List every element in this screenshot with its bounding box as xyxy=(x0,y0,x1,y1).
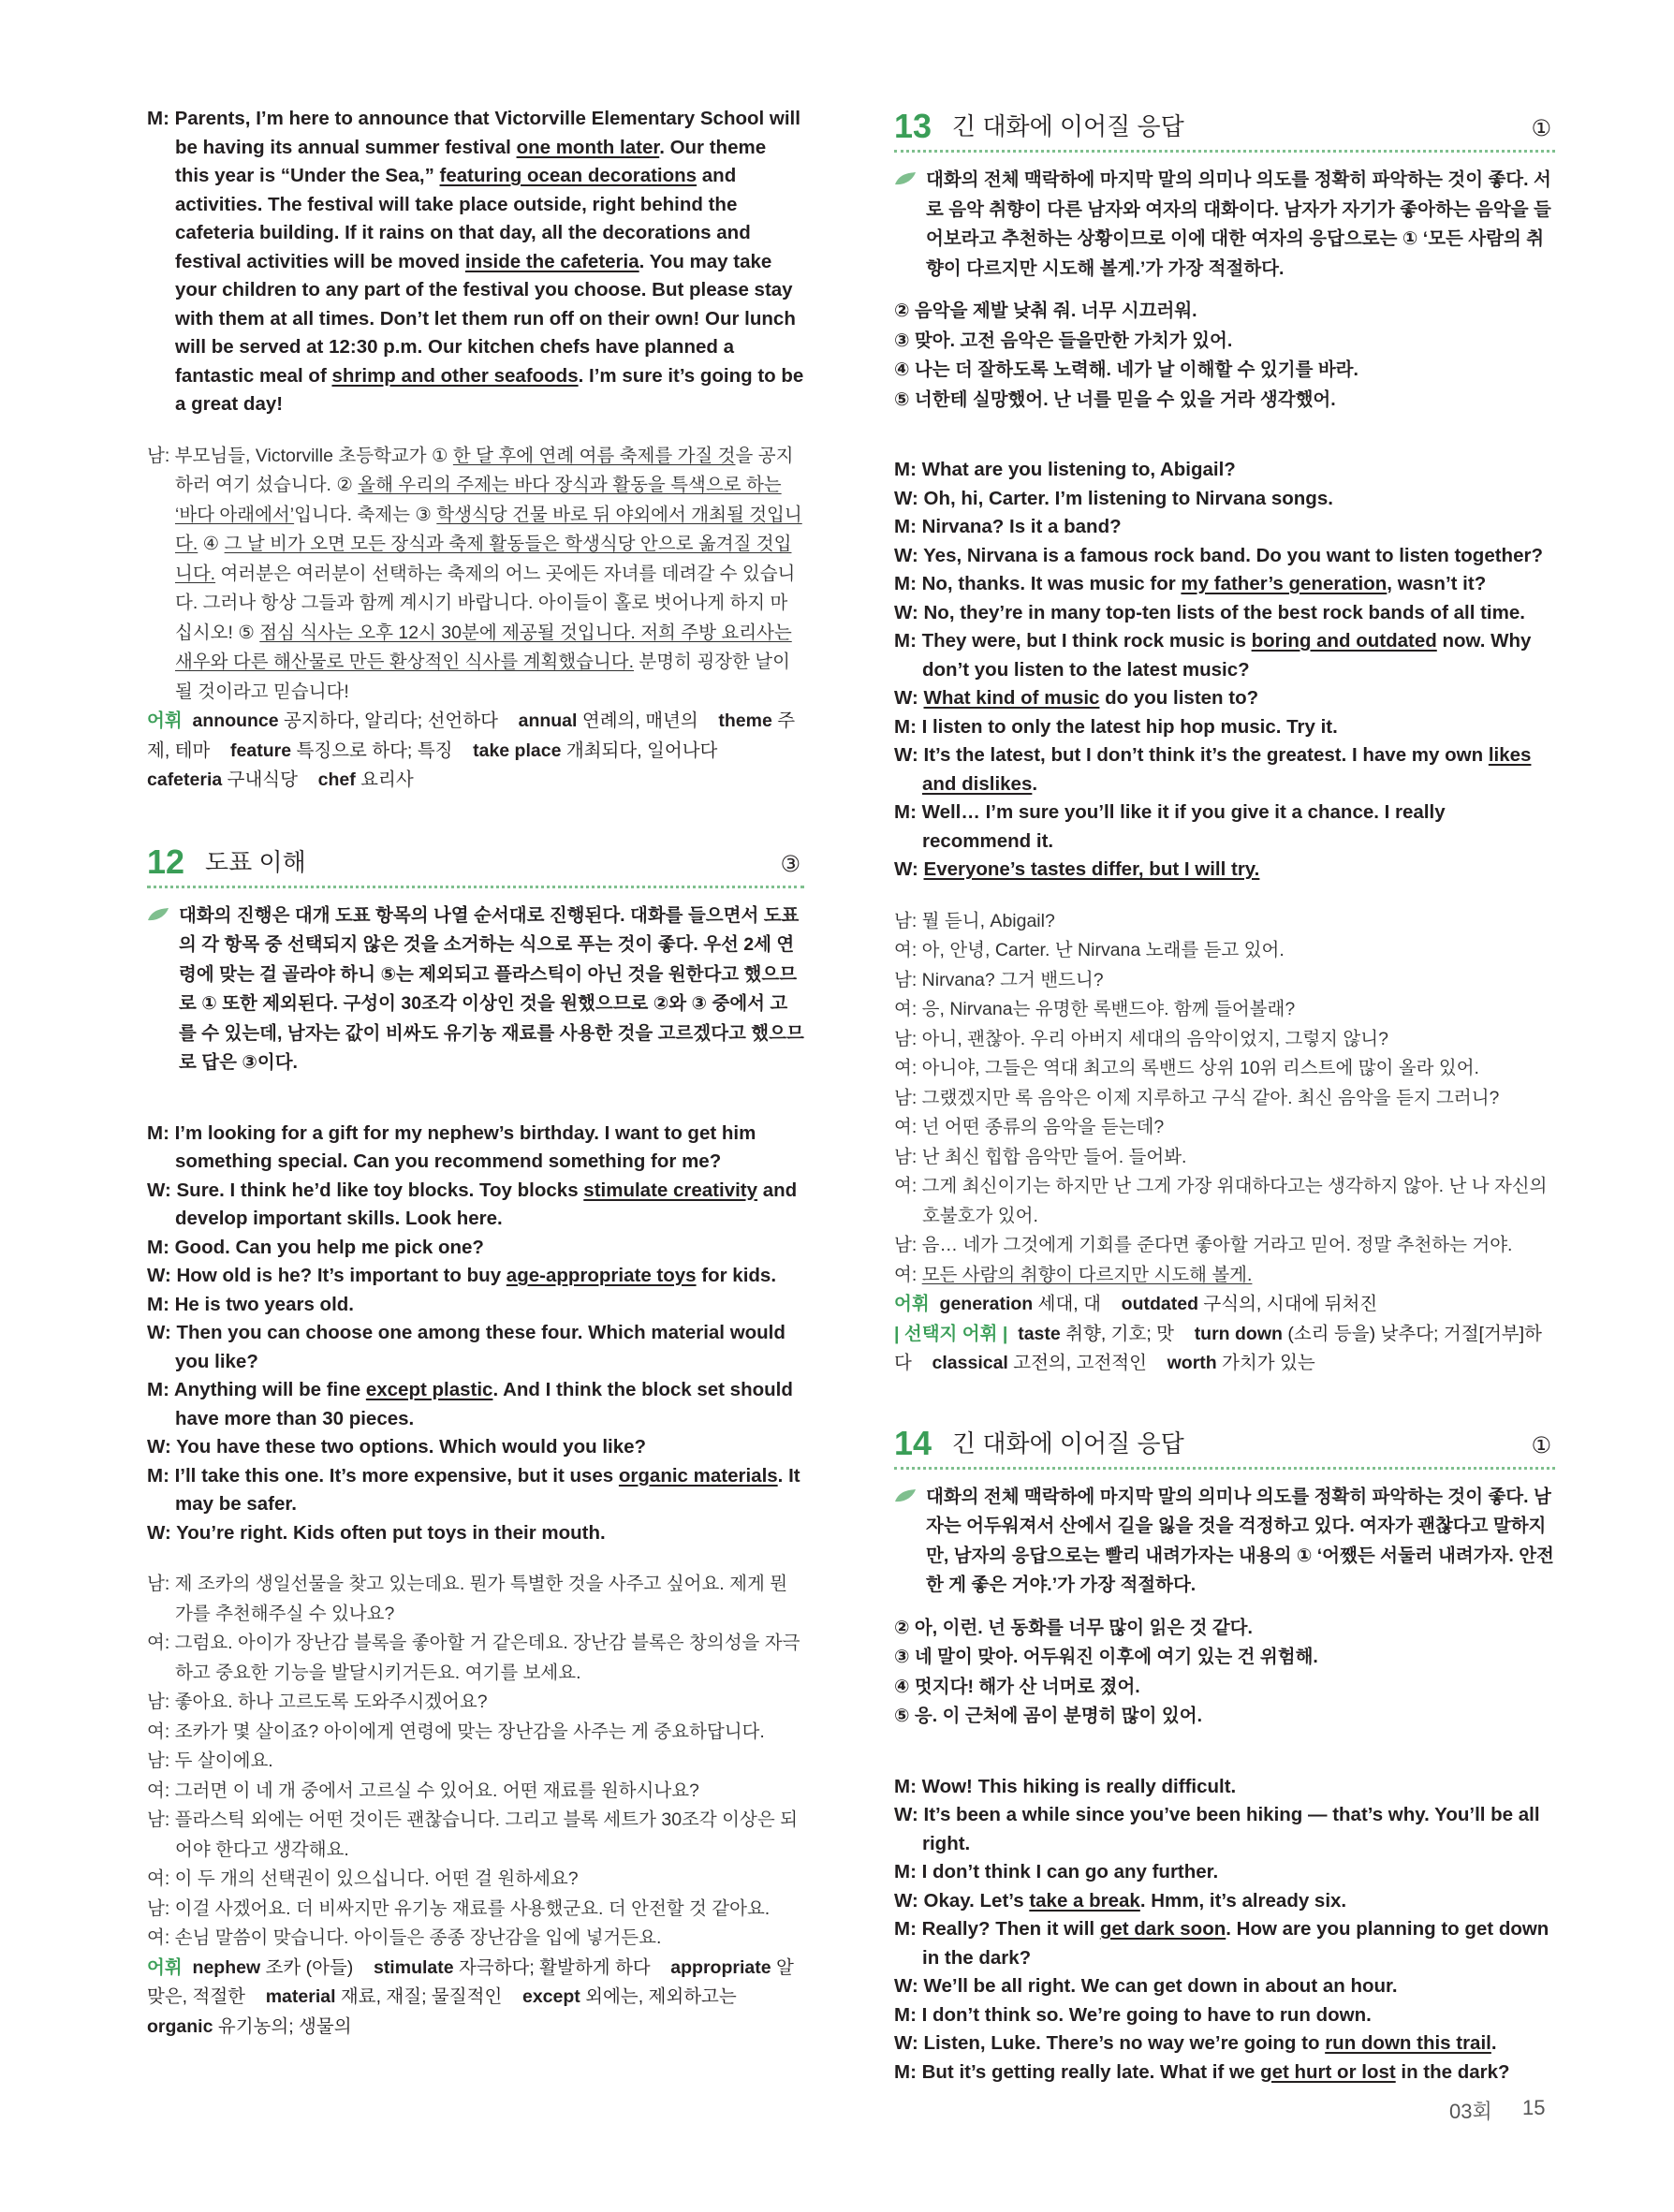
text-line: M: They were, but I think rock music is boring and outdated now. Why don’t you listen to the latest music? xyxy=(894,630,1532,681)
dialog-14 xyxy=(894,1773,1555,2087)
text-line: 남: 음… 네가 그것에게 기회를 준다면 좋아할 거라고 믿어. 정말 추천하는 거야. xyxy=(894,1235,1513,1255)
text-line: 남: 플라스틱 외에는 어떤 것이든 괜찮습니다. 그리고 블록 세트가 30조각 이상은 되어야 한다고 생각해요. xyxy=(147,1809,798,1860)
choices-14 xyxy=(894,1614,1555,1732)
text-line: W: Oh, hi, Carter. I’m listening to Nirvana songs. xyxy=(894,487,1333,509)
text-line: ② 아, 이런. 넌 동화를 너무 많이 읽은 것 같다. xyxy=(894,1617,1253,1638)
text-line: M: Really? Then it will get dark soon. How are you planning to get down in the dark? xyxy=(894,1918,1549,1969)
text-line: W: Then you can choose one among these four. Which material would you like? xyxy=(147,1322,786,1372)
issue-label: 03회 xyxy=(1449,2100,1492,2123)
translation-13 xyxy=(894,907,1555,1291)
answer-mark: ① xyxy=(1531,116,1551,141)
text-line: 여: 그럼요. 아이가 장난감 블록을 좋아할 거 같은데요. 장난감 블록은 창의성을 자극하고 중요한 기능을 발달시키거든요. 여기를 보세요. xyxy=(147,1633,800,1683)
text-line: 여: 모든 사람의 취향이 다르지만 시도해 볼게. xyxy=(894,1264,1253,1285)
text-line: 남: 두 살이에요. xyxy=(147,1751,273,1771)
text-line: M: What are you listening to, Abigail? xyxy=(894,459,1236,480)
text-line: M: I don’t think I can go any further. xyxy=(894,1861,1219,1882)
text-line: W: It’s the latest, but I don’t think it’s the greatest. I have my own likes and dislikes. xyxy=(894,744,1532,795)
answer-mark: ③ xyxy=(780,851,800,877)
text-line: ③ 맞아. 고전 음악은 들을만한 가치가 있어. xyxy=(894,330,1233,351)
text-line: M: Well… I’m sure you’ll like it if you give it a chance. I really recommend it. xyxy=(894,801,1446,852)
section-title: 긴 대화에 이어질 응답 xyxy=(952,1428,1184,1458)
leaf-icon xyxy=(894,171,917,186)
explanation-text: 대화의 전체 맥락하에 마지막 말의 의미나 의도를 정확히 파악하는 것이 좋다. 남자는 어두워져서 산에서 길을 잃을 것을 걱정하고 있다. 여자가 괜찮다고 말하지만, 남자의 응답으로는 빨리 내려가자는 내용의 ① ‘어쨌든 서둘러 내려가자. 안전한 게 좋은 거야.’가 가장 적절하다. xyxy=(926,1486,1554,1595)
text-line: W: You have these two options. Which would you like? xyxy=(147,1436,647,1458)
text-line: 남: 이걸 사겠어요. 더 비싸지만 유기농 재료를 사용했군요. 더 안전할 것 같아요. xyxy=(147,1897,771,1919)
text-line: W: Sure. I think he’d like toy blocks. Toy blocks stimulate creativity and develop important skills. Look here. xyxy=(147,1179,798,1229)
text-line: M: No, thanks. It was music for my father’s generation, wasn’t it? xyxy=(894,573,1487,594)
announcement-dialog xyxy=(147,105,804,419)
text-line: M: Wow! This hiking is really difficult. xyxy=(894,1775,1237,1797)
text-line: W: Listen, Luke. There’s no way we’re going to run down this trail. xyxy=(894,2032,1497,2054)
dialog-13 xyxy=(894,456,1555,885)
text-line: M: Parents, I’m here to announce that Victorville Elementary School will be having its annual summer festival one month later. Our theme this year is “Under the Sea,” featuring ocean decorations and activities. The festival will take place outside, right behind the cafeteria building. If it rains on that day, all the decorations and festival activities will be moved inside the cafeteria. You may take your children to any part of the festival you choose. But please stay with them at all times. Don’t let them run off on their own! Our lunch will be served at 12:30 p.m. Our kitchen chefs have planned a fantastic meal of shrimp and other seafoods. I’m sure it’s going to be a great day! xyxy=(147,108,804,415)
translation-12 xyxy=(147,1570,804,1954)
text-line: M: I’ll take this one. It’s more expensive, but it uses organic materials. It may be safer. xyxy=(147,1464,800,1515)
text-line: W: Yes, Nirvana is a famous rock band. Do you want to listen together? xyxy=(894,544,1543,566)
choices-13 xyxy=(894,297,1555,415)
vocab-box-11: 어휘 announce 공지하다, 알리다; 선언하다 annual 연례의, 매년의 theme 주제, 테마 feature 특징으로 하다; 특징 take place 개최되다, 일어나다 cafeteria 구내식당 chef 요리사 xyxy=(147,710,796,790)
text-line: ⑤ 너한테 실망했어. 난 너를 믿을 수 있을 거라 생각했어. xyxy=(894,388,1336,410)
text-line: M: I’m looking for a gift for my nephew’s birthday. I want to get him something special. Can you recommend something for me? xyxy=(147,1121,756,1172)
text-line: W: It’s been a while since you’ve been hiking — that’s why. You’ll be all right. xyxy=(894,1804,1540,1854)
answer-mark: ① xyxy=(1531,1432,1551,1458)
text-line: W: How old is he? It’s important to buy age-appropriate toys for kids. xyxy=(147,1265,777,1286)
dialog-12 xyxy=(147,1120,804,1548)
vocab-box-12: 어휘 nephew 조카 (아들) stimulate 자극하다; 활발하게 하다 appropriate 알맞은, 적절한 material 재료, 재질; 물질적인 except 외에는, 제외하고는 organic 유기농의; 생물의 xyxy=(147,1956,794,2037)
section-header-12 xyxy=(147,844,804,888)
text-line: M: But it’s getting really late. What if we get hurt or lost in the dark? xyxy=(894,2060,1510,2083)
text-line: 여: 아, 안녕, Carter. 난 Nirvana 노래를 듣고 있어. xyxy=(894,940,1285,960)
text-line: 여: 아니야, 그들은 역대 최고의 록밴드 상위 10위 리스트에 많이 올라 있어. xyxy=(894,1058,1479,1078)
leaf-icon xyxy=(147,907,169,922)
text-line: ② 음악을 제발 낮춰 줘. 너무 시끄러워. xyxy=(894,300,1197,321)
text-line: W: You’re right. Kids often put toys in their mouth. xyxy=(147,1521,606,1544)
right-column xyxy=(894,0,1555,2087)
text-line: M: Good. Can you help me pick one? xyxy=(147,1236,484,1258)
section-title: 도표 이해 xyxy=(205,847,306,876)
text-line: ④ 멋지다! 해가 산 너머로 졌어. xyxy=(894,1676,1140,1697)
text-line: 남: 뭘 듣니, Abigail? xyxy=(894,910,1055,931)
text-line: 남: 부모님들, Victorville 초등학교가 ① 한 달 후에 연례 여름 축제를 가질 것을 공지하러 여기 섰습니다. ② 올해 우리의 주제는 바다 장식과 활동을 특색으로 하는 ‘바다 아래에서’입니다. 축제는 ③ 학생식당 건물 바로 뒤 야외에서 개최될 것입니다. ④ 그 날 비가 오면 모든 장식과 축제 활동들은 학생식당 안으로 옮겨질 것입니다. 여러분은 여러분이 선택하는 축제의 어느 곳에든 자녀를 데려갈 수 있습니다. 그러나 항상 그들과 함께 계시기 바랍니다. 아이들이 홀로 벗어나게 하지 마십시오! ⑤ 점심 식사는 오후 12시 30분에 제공될 것입니다. 저희 주방 요리사는 새우와 다른 해산물로 만든 환상적인 식사를 계획했습니다. 분명히 굉장한 날이 될 것이라고 믿습니다! xyxy=(147,445,802,702)
page-number: 15 xyxy=(1522,2096,1546,2119)
explanation-text: 대화의 전체 맥락하에 마지막 말의 의미나 의도를 정확히 파악하는 것이 좋다. 서로 음악 취향이 다른 남자와 여자의 대화이다. 남자가 자기가 좋아하는 음악을 들어보라고 추천하는 상황이므로 이에 대한 여자의 응답으로는 ① ‘모든 사람의 취향이 다르지만 시도해 볼게.’가 가장 적절하다. xyxy=(926,169,1551,279)
text-line: W: Everyone’s tastes differ, but I will try. xyxy=(894,858,1260,880)
text-line: W: What kind of music do you listen to? xyxy=(894,687,1259,709)
text-line: 남: 제 조카의 생일선물을 찾고 있는데요. 뭔가 특별한 것을 사주고 싶어요. 제게 뭔가를 추천해주실 수 있나요? xyxy=(147,1574,788,1624)
text-line: 여: 그러면 이 네 개 중에서 고르실 수 있어요. 어떤 재료를 원하시나요? xyxy=(147,1780,699,1801)
section-number: 14 xyxy=(894,1423,932,1462)
left-column xyxy=(147,0,804,2042)
text-line: M: He is two years old. xyxy=(147,1293,354,1315)
explanation-12 xyxy=(147,901,804,1078)
text-line: 여: 이 두 개의 선택권이 있으십니다. 어떤 걸 원하세요? xyxy=(147,1868,579,1889)
text-line: 여: 응, Nirvana는 유명한 록밴드야. 함께 들어볼래? xyxy=(894,999,1296,1019)
text-line: 여: 넌 어떤 종류의 음악을 듣는데? xyxy=(894,1117,1165,1137)
choice-vocab-box-13: | 선택지 어휘 | taste 취향, 기호; 맛 turn down (소리 등을) 낮추다; 거절[거부]하다 classical 고전의, 고전적인 worth 가치가 있는 xyxy=(894,1323,1542,1373)
explanation-14 xyxy=(894,1483,1555,1601)
text-line: M: Nirvana? Is it a band? xyxy=(894,516,1122,537)
text-line: W: Okay. Let’s take a break. Hmm, it’s already six. xyxy=(894,1889,1347,1912)
section-header-14 xyxy=(894,1423,1555,1470)
text-line: W: We’ll be all right. We can get down in about an hour. xyxy=(894,1975,1398,1997)
text-line: 남: 좋아요. 하나 고르도록 도와주시겠어요? xyxy=(147,1692,488,1712)
text-line: 남: 그랬겠지만 록 음악은 이제 지루하고 구식 같아. 최신 음악을 듣지 그러니? xyxy=(894,1087,1500,1108)
text-line: ⑤ 응. 이 근처에 곰이 분명히 많이 있어. xyxy=(894,1706,1202,1726)
leaf-icon xyxy=(894,1488,917,1503)
text-line: 여: 손님 말씀이 맞습니다. 아이들은 종종 장난감을 입에 넣거든요. xyxy=(147,1927,662,1948)
text-line: W: No, they’re in many top-ten lists of the best rock bands of all time. xyxy=(894,601,1525,623)
text-line: 여: 그게 최신이기는 하지만 난 그게 가장 위대하다고는 생각하지 않아. 난 나 자신의 호불호가 있어. xyxy=(894,1176,1548,1226)
text-line: 여: 조카가 몇 살이죠? 아이에게 연령에 맞는 장난감을 사주는 게 중요하답니다. xyxy=(147,1721,765,1742)
text-line: ④ 나는 더 잘하도록 노력해. 네가 날 이해할 수 있기를 바라. xyxy=(894,359,1358,380)
vocab-box-13: 어휘 generation 세대, 대 outdated 구식의, 시대에 뒤처진 xyxy=(894,1294,1378,1314)
text-line: M: I don’t think so. We’re going to have to run down. xyxy=(894,2003,1372,2026)
section-title: 긴 대화에 이어질 응답 xyxy=(952,112,1184,140)
text-line: ③ 네 말이 맞아. 어두워진 이후에 여기 있는 건 위험해. xyxy=(894,1647,1318,1667)
section-number: 12 xyxy=(147,842,185,881)
section-header-13 xyxy=(894,109,1555,153)
announcement-translation xyxy=(147,442,804,708)
text-line: 남: 난 최신 힙합 음악만 들어. 들어봐. xyxy=(894,1146,1187,1167)
section-number: 13 xyxy=(894,107,932,145)
text-line: 남: 아니, 괜찮아. 우리 아버지 세대의 음악이었지, 그렇지 않니? xyxy=(894,1028,1388,1049)
explanation-text: 대화의 진행은 대개 도표 항목의 나열 순서대로 진행된다. 대화를 들으면서 도표의 각 항목 중 선택되지 않은 것을 소거하는 식으로 푸는 것이 좋다. 우선 2세 연령에 맞는 걸 골라야 하니 ⑤는 제외되고 플라스틱이 아닌 것을 원한다고 했으므로 ① 또한 제외된다. 구성이 30조각 이상인 것을 원했으므로 ②와 ③ 중에서 고를 수 있는데, 남자는 값이 비싸도 유기농 재료를 사용한 것을 고르겠다고 했으므로 답은 ③이다. xyxy=(179,904,804,1073)
text-line: 남: Nirvana? 그거 밴드니? xyxy=(894,969,1104,990)
text-line: M: Anything will be fine except plastic. And I think the block set should have more than 30 pieces. xyxy=(147,1379,793,1429)
explanation-13 xyxy=(894,166,1555,284)
text-line: M: I listen to only the latest hip hop music. Try it. xyxy=(894,715,1338,738)
